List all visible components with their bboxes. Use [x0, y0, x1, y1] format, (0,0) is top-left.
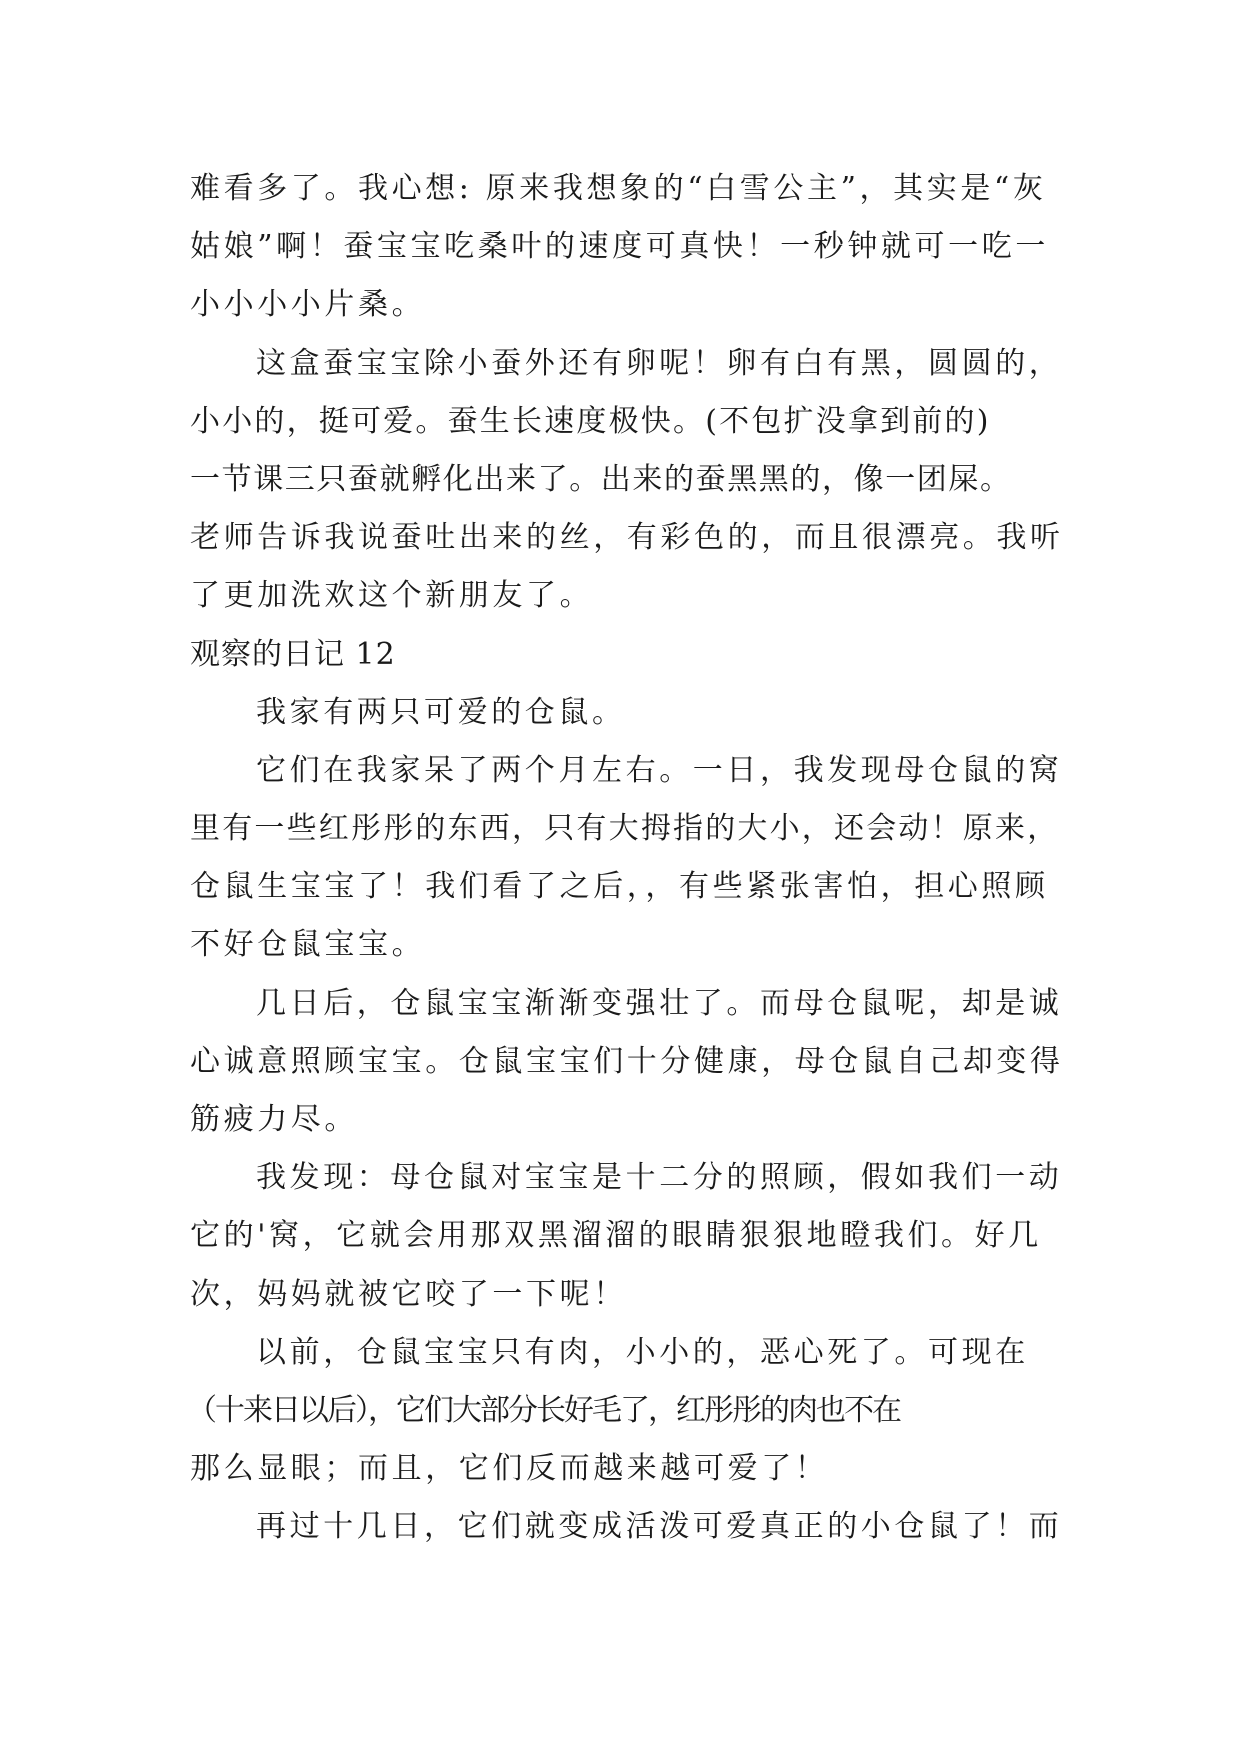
paragraph-start: 再过十几日，它们就变成活泼可爱真正的小仓鼠了！而 — [256, 1509, 1063, 1545]
document-body — [187, 160, 1070, 1557]
text-line: 心诚意照顾宝宝。仓鼠宝宝们十分健康，母仓鼠自己却变得 — [190, 1043, 1064, 1079]
text-line: 次，妈妈就被它咬了一下呢！ — [190, 1276, 627, 1312]
paragraph-start: 这盒蚕宝宝除小蚕外还有卵呢！卵有白有黑，圆圆的， — [256, 345, 1063, 381]
section-title: 观察的日记 12 — [190, 636, 396, 672]
text-line: 老师告诉我说蚕吐出来的丝，有彩色的，而且很漂亮。我听 — [190, 520, 1064, 556]
text-line: （十来日以后），它们大部分长好毛了，红彤彤的肉也不在 — [187, 1392, 900, 1428]
text-line: 它的'窝，它就会用那双黑溜溜的眼睛狠狠地瞪我们。好几 — [190, 1218, 1042, 1254]
text-line: 姑娘”啊！蚕宝宝吃桑叶的速度可真快！一秒钟就可一吃一 — [190, 229, 1049, 265]
paragraph-start: 以前，仓鼠宝宝只有肉，小小的，恶心死了。可现在 — [256, 1334, 1029, 1370]
text-line: 筋疲力尽。 — [190, 1102, 358, 1137]
paragraph-start: 几日后，仓鼠宝宝渐渐变强壮了。而母仓鼠呢，却是诚 — [256, 985, 1063, 1021]
text-line: 不好仓鼠宝宝。 — [190, 927, 426, 963]
text-line: 小小小小片桑。 — [190, 287, 426, 323]
text-line: 了更加洗欢这个新朋友了。 — [190, 578, 594, 614]
text-line: 一节课三只蚕就孵化出来了。出来的蚕黑黑的，像一团屎。 — [190, 461, 1012, 497]
text-line: 小小的，挺可爱。蚕生长速度极快。(不包扩没拿到前的) — [190, 403, 991, 439]
text-line: 仓鼠生宝宝了！我们看了之后，，有些紧张害怕，担心照顾 — [190, 869, 1049, 905]
text-line: 难看多了。我心想: 原来我想象的“白雪公主”，其实是“灰 — [190, 171, 1047, 206]
paragraph-start: 我家有两只可爱的仓鼠。 — [256, 694, 626, 730]
paragraph-start: 它们在我家呆了两个月左右。一日，我发现母仓鼠的窝 — [256, 752, 1063, 788]
text-line: 那么显眼；而且，它们反而越来越可爱了！ — [190, 1451, 829, 1487]
paragraph-start: 我发现：母仓鼠对宝宝是十二分的照顾，假如我们一动 — [256, 1160, 1063, 1196]
text-line: 里有一些红彤彤的东西，只有大拇指的大小，还会动！原来， — [190, 811, 1060, 847]
